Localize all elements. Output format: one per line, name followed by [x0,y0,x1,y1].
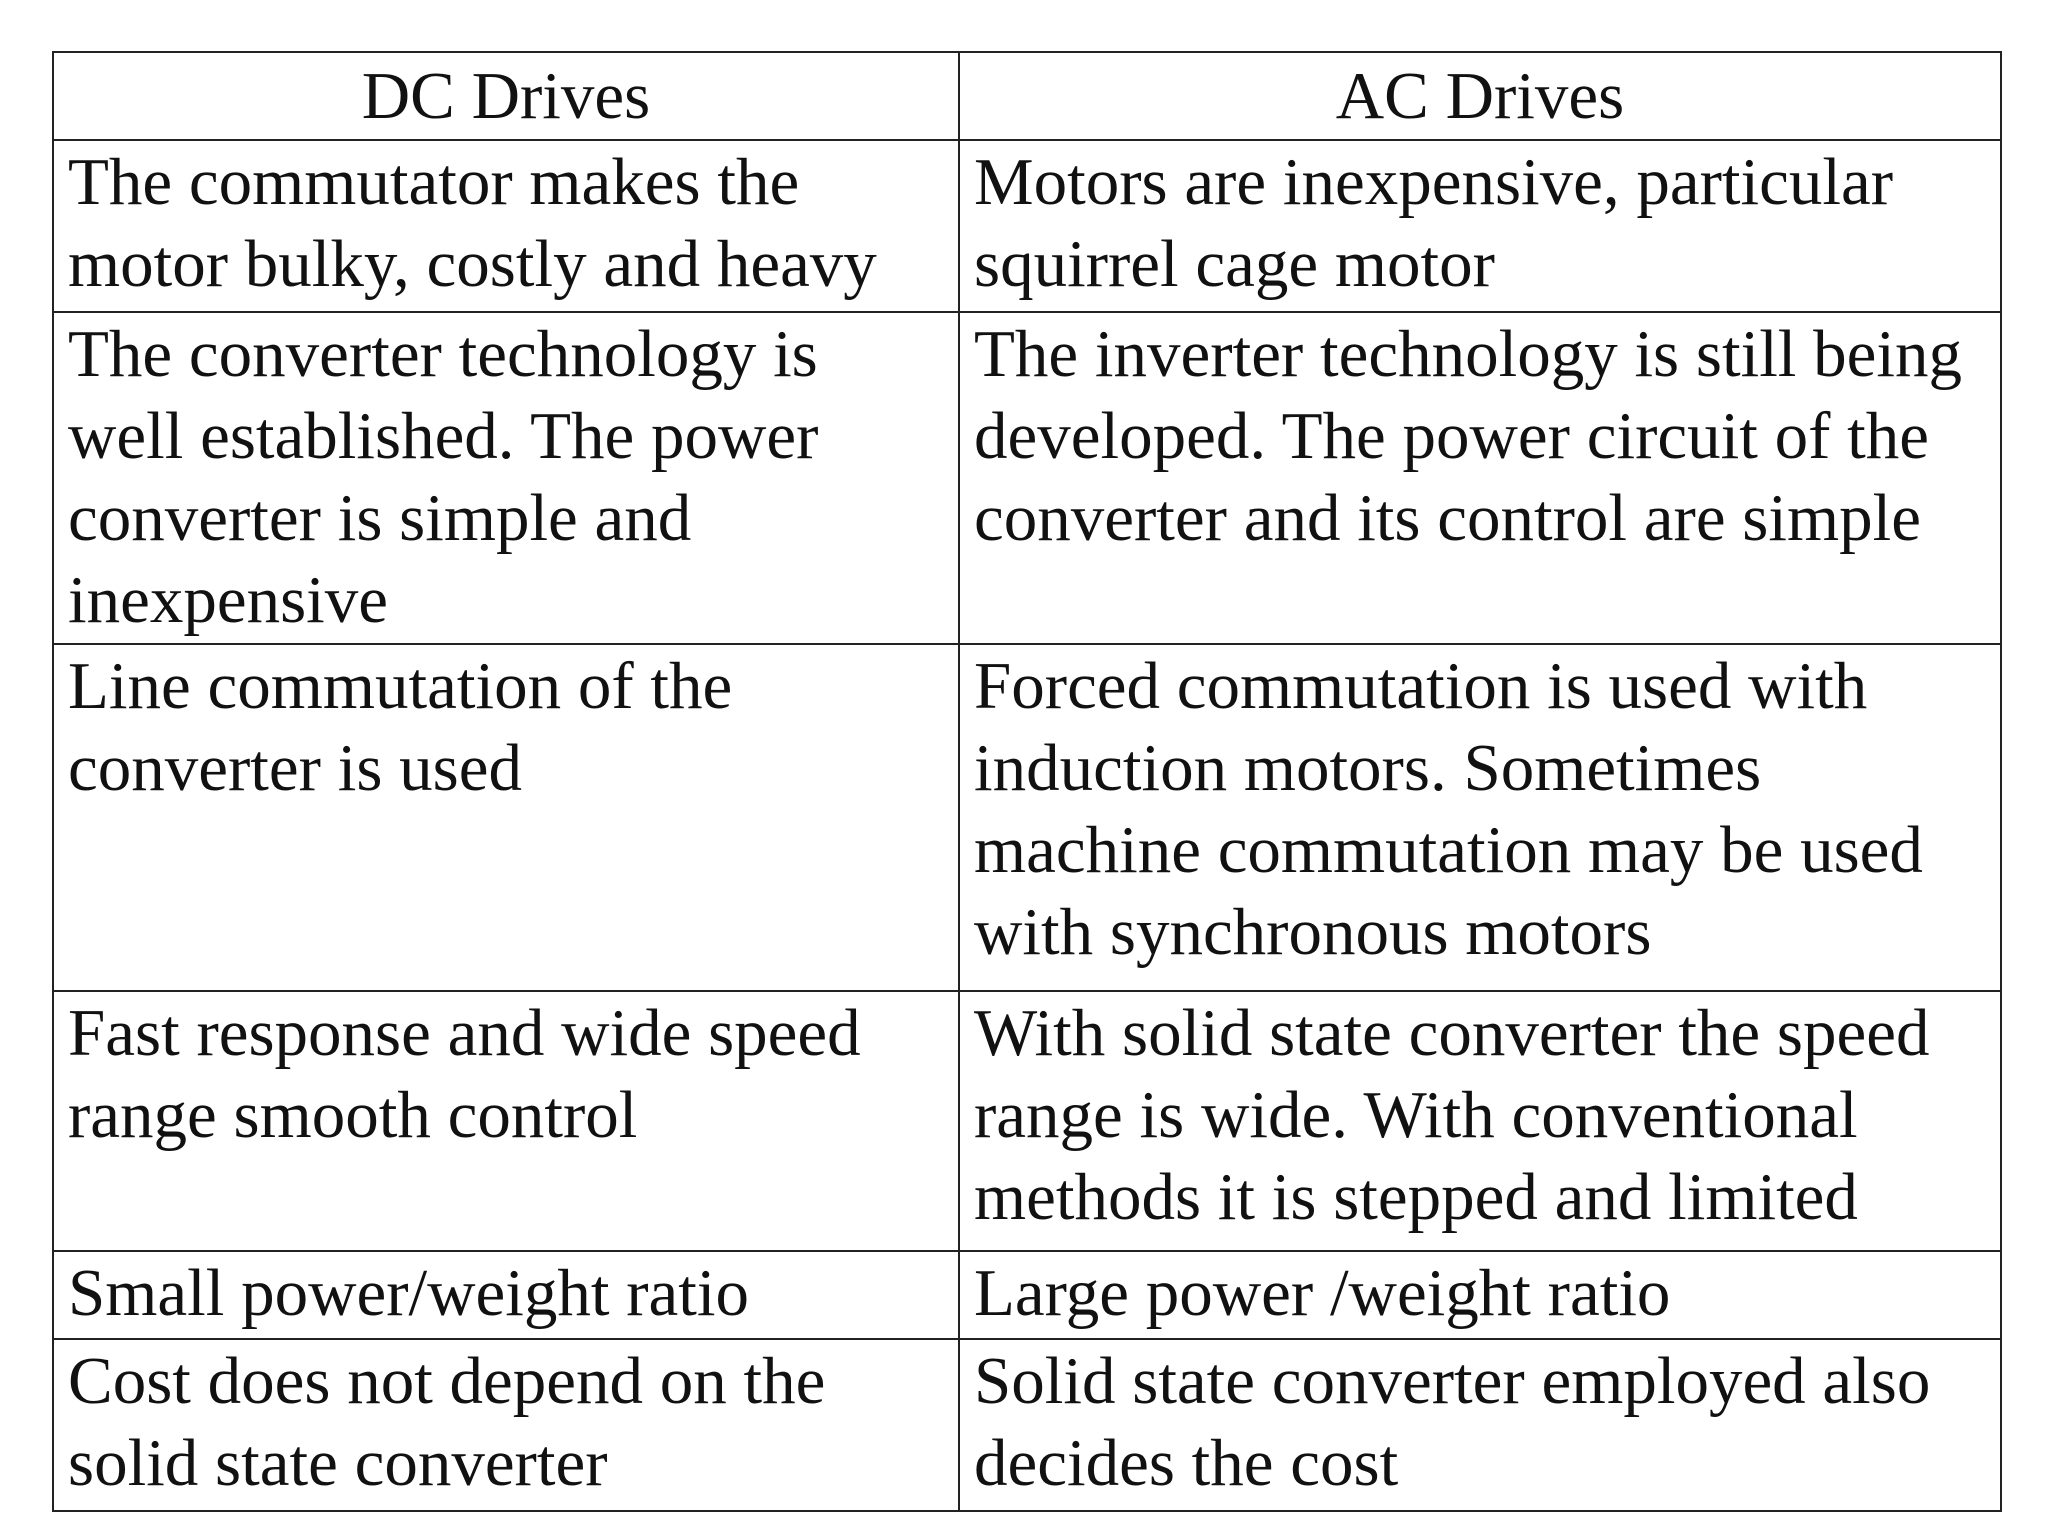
header-dc-drives: DC Drives [53,52,959,140]
dc-cell: Cost does not depend on the solid state converter [53,1339,959,1511]
table-row [53,1251,2001,1339]
ac-cell: Large power /weight ratio [959,1251,2001,1339]
table-row [53,312,2001,644]
dc-cell: The converter technology is well established. The power converter is simple and inexpensive [53,312,959,644]
table-row [53,1339,2001,1511]
ac-cell: Solid state converter employed also decides the cost [959,1339,2001,1511]
dc-cell: Fast response and wide speed range smooth control [53,991,959,1251]
table-header-row [53,52,2001,140]
ac-cell: Motors are inexpensive, particular squirrel cage motor [959,140,2001,312]
header-ac-drives: AC Drives [959,52,2001,140]
dc-cell: The commutator makes the motor bulky, costly and heavy [53,140,959,312]
dc-cell: Line commutation of the converter is used [53,644,959,991]
table-row [53,140,2001,312]
ac-cell: The inverter technology is still being developed. The power circuit of the converter and its control are simple [959,312,2001,644]
table-row [53,991,2001,1251]
ac-cell: Forced commutation is used with induction motors. Sometimes machine commutation may be used with synchronous motors [959,644,2001,991]
dc-cell: Small power/weight ratio [53,1251,959,1339]
comparison-table [52,51,2002,1512]
ac-cell: With solid state converter the speed range is wide. With conventional methods it is stepped and limited [959,991,2001,1251]
table-row [53,644,2001,991]
